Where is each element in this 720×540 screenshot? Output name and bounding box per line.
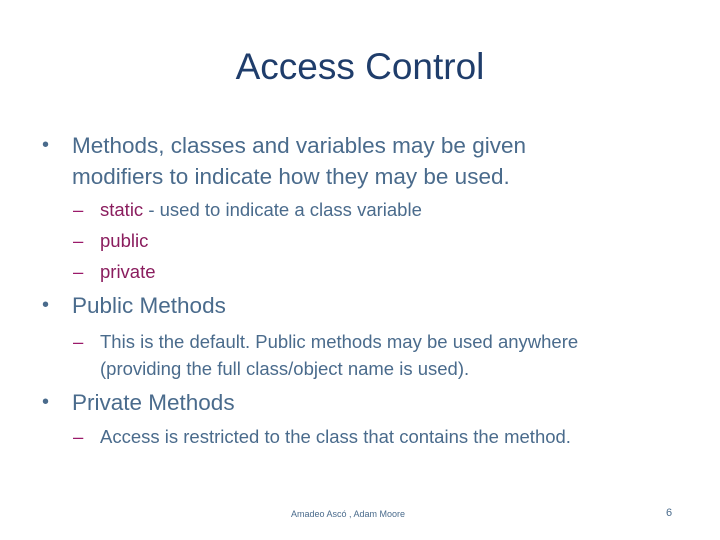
subitem-private-restricted-text: Access is restricted to the class that contains the method. <box>100 426 571 447</box>
bullet-text-line2: modifiers to indicate how they may be used. <box>72 164 510 189</box>
bullet-dot-icon: • <box>42 391 50 413</box>
subitem-static-rest: - used to indicate a class variable <box>143 199 422 220</box>
slide-footer: Amadeo Ascó , Adam Moore <box>291 509 406 519</box>
keyword-static: static <box>100 199 144 220</box>
page-number: 6 <box>666 507 673 519</box>
bullet-private-methods-text: Private Methods <box>72 390 235 415</box>
slide-title: Access Control <box>235 46 485 87</box>
bullet-public-methods-text: Public Methods <box>72 293 226 318</box>
dash-icon: – <box>73 331 84 352</box>
bullet-text-line1: Methods, classes and variables may be given <box>72 133 526 158</box>
dash-icon: – <box>73 261 84 282</box>
dash-icon: – <box>73 426 84 447</box>
bullet-dot-icon: • <box>42 134 50 156</box>
subitem-public-default-line1: This is the default. Public methods may be used anywhere <box>100 331 579 352</box>
subitem-public-default-line2: (providing the full class/object name is used). <box>100 358 470 379</box>
keyword-public: public <box>100 230 149 251</box>
bullet-dot-icon: • <box>42 294 50 316</box>
keyword-private: private <box>100 261 156 282</box>
dash-icon: – <box>73 199 84 220</box>
dash-icon: – <box>73 230 84 251</box>
